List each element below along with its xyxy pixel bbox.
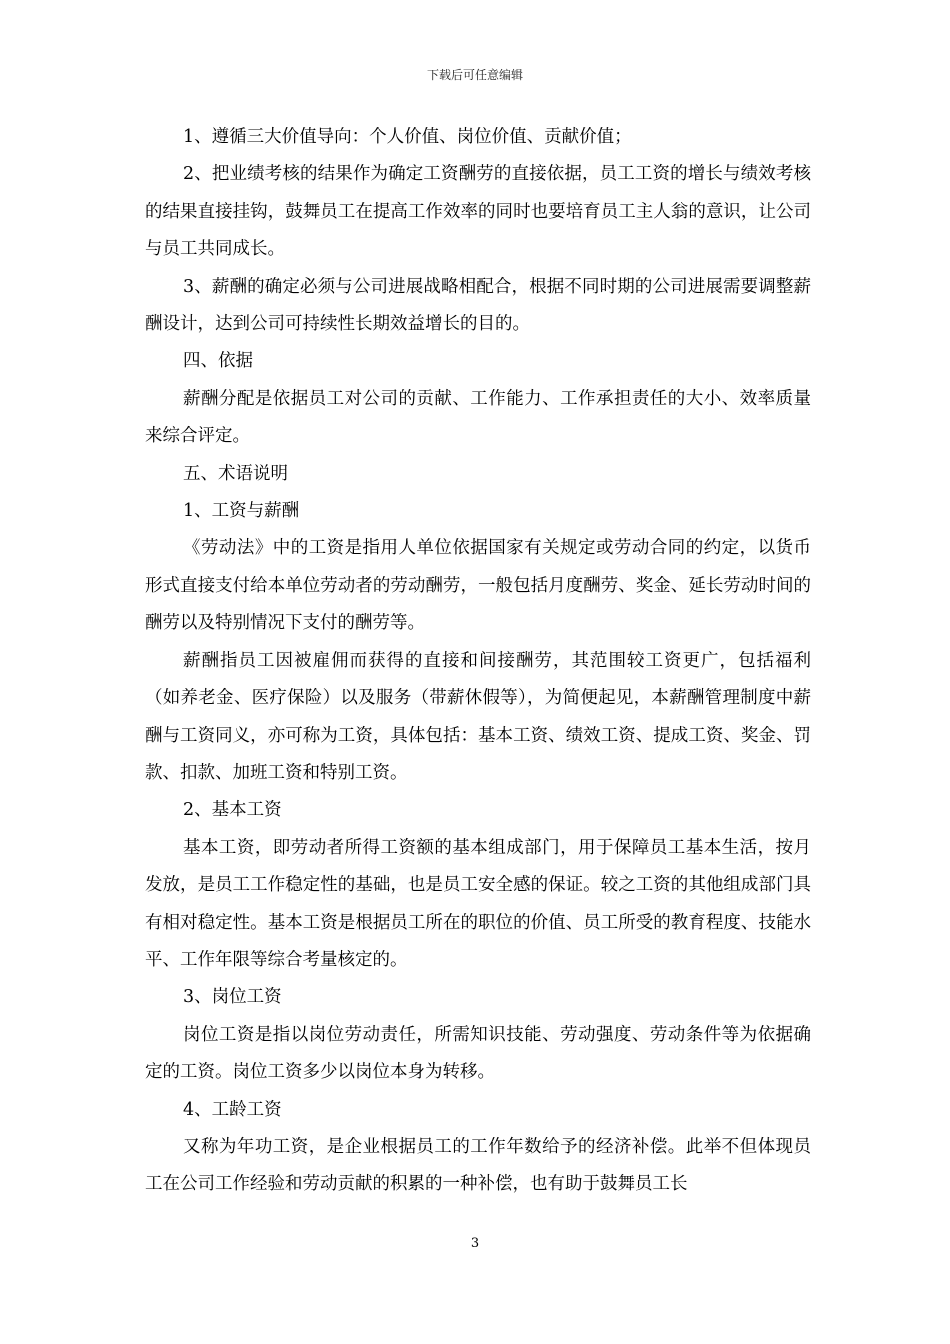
paragraph-labor-law-wage: 《劳动法》中的工资是指用人单位依据国家有关规定或劳动合同的约定，以货币形式直接支付给本单位劳动者的劳动酬劳，一般包括月度酬劳、奖金、延长劳动时间的酬劳以及特别情况下支付的酬劳等。 xyxy=(145,538,811,634)
paragraph-performance-basis: 2、把业绩考核的结果作为确定工资酬劳的直接依据，员工工资的增长与绩效考核的结果直接挂钩，鼓舞员工在提高工作效率的同时也要培育员工主人翁的意识，让公司与员工共同成长。 xyxy=(145,164,811,260)
section-heading-terms: 五、术语说明 xyxy=(183,463,288,484)
paragraph-distribution-basis: 薪酬分配是依据员工对公司的贡献、工作能力、工作承担责任的大小、效率质量来综合评定。 xyxy=(145,388,811,447)
paragraph-value-orientation: 1、遵循三大价值导向：个人价值、岗位价值、贡献价值； xyxy=(183,127,632,147)
subheading-position-wage: 3、岗位工资 xyxy=(183,987,282,1008)
page-header: 下载后可任意编辑 xyxy=(426,68,523,82)
paragraph-strategy-alignment: 3、薪酬的确定必须与公司进展战略相配合，根据不同时期的公司进展需要调整薪酬设计，达到公司可持续性长期效益增长的目的。 xyxy=(145,276,811,335)
paragraph-position-wage: 岗位工资是指以岗位劳动责任，所需知识技能、劳动强度、劳动条件等为依据确定的工资。岗位工资多少以岗位本身为转移。 xyxy=(145,1024,811,1083)
page-number: 3 xyxy=(470,1236,480,1251)
subheading-seniority-wage: 4、工龄工资 xyxy=(183,1099,282,1120)
document-body xyxy=(145,119,811,1204)
subheading-base-wage: 2、基本工资 xyxy=(183,800,282,821)
section-heading-basis: 四、依据 xyxy=(183,351,253,372)
paragraph-salary-definition: 薪酬指员工因被雇佣而获得的直接和间接酬劳，其范围较工资更广，包括福利（如养老金、医疗保险）以及服务（带薪休假等），为简便起见，本薪酬管理制度中薪酬与工资同义，亦可称为工资，具体包括：基本工资、绩效工资、提成工资、奖金、罚款、扣款、加班工资和特别工资。 xyxy=(145,650,811,783)
subheading-wage-and-salary: 1、工资与薪酬 xyxy=(183,501,300,522)
paragraph-base-wage: 基本工资，即劳动者所得工资额的基本组成部门，用于保障员工基本生活，按月发放，是员工工作稳定性的基础，也是员工安全感的保证。较之工资的其他组成部门具有相对稳定性。基本工资是根据员工所在的职位的价值、员工所受的教育程度、技能水平、工作年限等综合考量核定的。 xyxy=(145,837,811,970)
paragraph-seniority-wage: 又称为年功工资，是企业根据员工的工作年数给予的经济补偿。此举不但体现员工在公司工作经验和劳动贡献的积累的一种补偿，也有助于鼓舞员工长 xyxy=(145,1136,811,1195)
